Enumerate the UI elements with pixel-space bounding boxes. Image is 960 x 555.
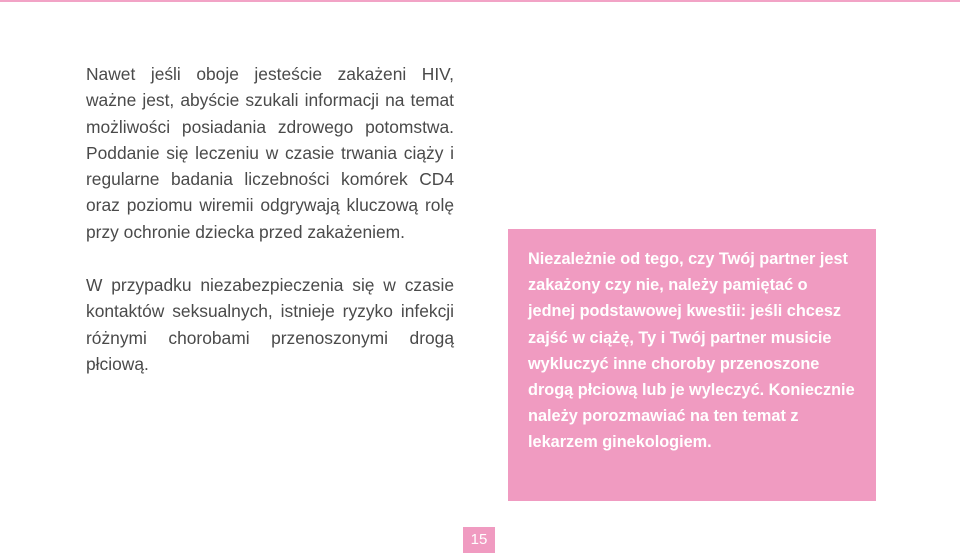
highlight-box	[508, 229, 876, 501]
paragraph-sexual-contacts: W przypadku niezabezpieczenia się w czasie kontaktów seksualnych, istnieje ryzyko infekcji różnymi chorobami przenoszonymi drogą płciową.	[86, 275, 454, 374]
highlight-box-text: Niezależnie od tego, czy Twój partner jest zakażony czy nie, należy pamiętać o jednej podstawowej kwestii: jeśli chcesz zajść w ciążę, Ty i Twój partner musicie wykluczyć inne choroby przenoszone drogą płciową lub je wyleczyć. Koniecznie należy porozmawiać na ten temat z lekarzem ginekologiem.	[528, 250, 855, 452]
paragraph-hiv-offspring: Nawet jeśli oboje jesteście zakażeni HIV, ważne jest, abyście szukali informacji na temat możliwości posiadania zdrowego potomstwa. Poddanie się leczeniu w czasie trwania ciąży i regularne badania liczebności komórek CD4 oraz poziomu wiremii odgrywają kluczową rolę przy ochronie dziecka przed zakażeniem.	[86, 64, 454, 242]
top-rule	[0, 0, 960, 2]
left-text-column	[86, 61, 454, 377]
page-number: 15	[463, 527, 495, 553]
